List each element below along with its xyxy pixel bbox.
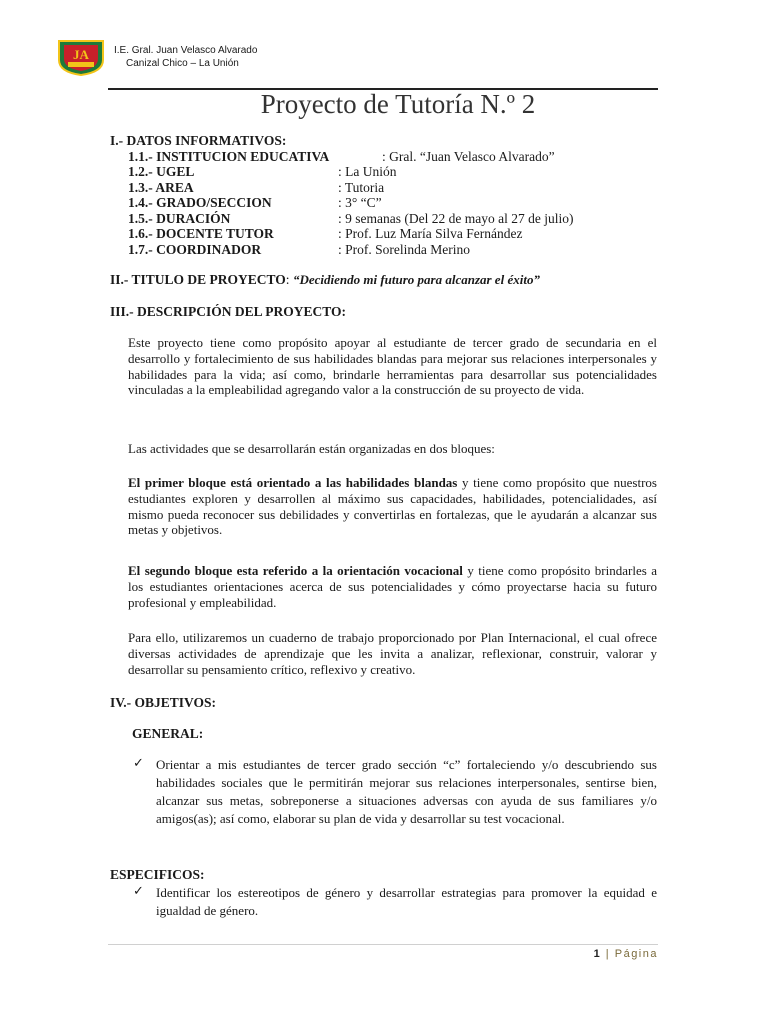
info-label: 1.5.- DURACIÓN	[128, 211, 231, 226]
general-objective: Orientar a mis estudiantes de tercer grado sección “c” fortaleciendo y/o descubriendo sus habilidades sociales que le permitirán mejorar sus relaciones interpersonales, sentirse bien, alcanzar sus metas, sobreponerse a situaciones adversas con ayuda de sus familiares y/o amigos(as); así como, elaborar su plan de vida y desarrollar su test vocacional.	[156, 757, 657, 826]
bold-lead: El segundo bloque esta referido a la orientación vocacional	[128, 563, 463, 578]
school-logo	[56, 38, 106, 76]
page-footer	[540, 948, 658, 960]
info-label: 1.7.- COORDINADOR	[128, 242, 262, 257]
info-label: 1.6.- DOCENTE TUTOR	[128, 226, 274, 241]
paragraph-text: y tiene como propósito que nuestros estudiantes exploren y desarrollen al máximo sus capacidades, habilidades, potencialidades, así mismo pueda reconocer sus debilidades y convertirlas en fortalezas, que le ayudarán a alcanzar sus metas y objetivos.	[128, 475, 657, 538]
general-heading: GENERAL:	[132, 726, 204, 741]
info-value: : 3° “C”	[338, 195, 382, 210]
bold-lead: El primer bloque está orientado a las habilidades blandas	[128, 475, 458, 490]
page-number: 1	[593, 948, 602, 960]
footer-separator: |	[601, 948, 615, 960]
footer-rule	[108, 944, 658, 945]
info-value: : Tutoria	[338, 180, 385, 195]
check-icon: ✓	[133, 883, 144, 898]
description-paragraph	[128, 563, 657, 610]
info-label: 1.4.- GRADO/SECCION	[128, 195, 272, 210]
info-value: : Gral. “Juan Velasco Alvarado”	[382, 149, 555, 164]
institution-location: Canizal Chico – La Unión	[126, 58, 239, 69]
section2	[110, 272, 670, 288]
description-paragraph: Este proyecto tiene como propósito apoyar al estudiante de tercer grado de secundaria en el desarrollo y fortalecimiento de sus habilidades blandas para mejorar sus relaciones interpersonales y habilidades para la vida; así como, brindarle herramientas para desarrollar sus potencialidades vinculadas a la empleabilidad agregando valor a la construcción de su proyecto de vida.	[128, 335, 657, 398]
section2-separator: :	[285, 272, 293, 287]
info-row	[128, 242, 658, 258]
paragraph-text: y tiene como propósito brindarles a los estudiantes orientaciones acerca de sus potencialidades y cómo proyectarse hacia su futuro profesional y empleabilidad.	[128, 563, 657, 610]
info-value: : Prof. Sorelinda Merino	[338, 242, 470, 257]
specific-heading: ESPECIFICOS:	[110, 867, 205, 882]
info-row	[128, 149, 658, 165]
info-label: 1.1.- INSTITUCION EDUCATIVA	[128, 149, 330, 164]
institution-name: I.E. Gral. Juan Velasco Alvarado	[114, 45, 258, 56]
info-row	[128, 226, 658, 242]
info-value: : La Unión	[338, 164, 397, 179]
info-value: : Prof. Luz María Silva Fernández	[338, 226, 523, 241]
info-row	[128, 164, 658, 180]
info-row	[128, 211, 658, 227]
section1-heading: I.- DATOS INFORMATIVOS:	[110, 133, 287, 148]
project-title: “Decidiendo mi futuro para alcanzar el éxito”	[292, 272, 540, 287]
section4-heading: IV.- OBJETIVOS:	[110, 695, 217, 710]
page-label: Página	[614, 948, 658, 960]
description-paragraph: Las actividades que se desarrollarán están organizadas en dos bloques:	[128, 441, 495, 456]
info-row	[128, 195, 658, 211]
section2-heading: II.- TITULO DE PROYECTO	[110, 272, 286, 287]
check-icon: ✓	[133, 755, 144, 770]
logo-letters: JA	[73, 47, 89, 62]
description-paragraph	[128, 475, 657, 538]
info-label: 1.3.- AREA	[128, 180, 194, 195]
info-value: : 9 semanas (Del 22 de mayo al 27 de julio)	[338, 211, 574, 226]
info-label: 1.2.- UGEL	[128, 164, 195, 179]
info-row	[128, 180, 658, 196]
page-title: Proyecto de Tutoría N.º 2	[260, 89, 536, 119]
section3-heading: III.- DESCRIPCIÓN DEL PROYECTO:	[110, 304, 347, 319]
description-paragraph: Para ello, utilizaremos un cuaderno de trabajo proporcionado por Plan Internacional, el cual ofrece diversas actividades de aprendizaje que les invita a analizar, reflexionar, construir, valorar y desarrollar su pensamiento crítico, reflexivo y creativo.	[128, 630, 657, 677]
specific-objective: Identificar los estereotipos de género y desarrollar estrategias para promover la equidad e igualdad de género.	[156, 885, 657, 918]
